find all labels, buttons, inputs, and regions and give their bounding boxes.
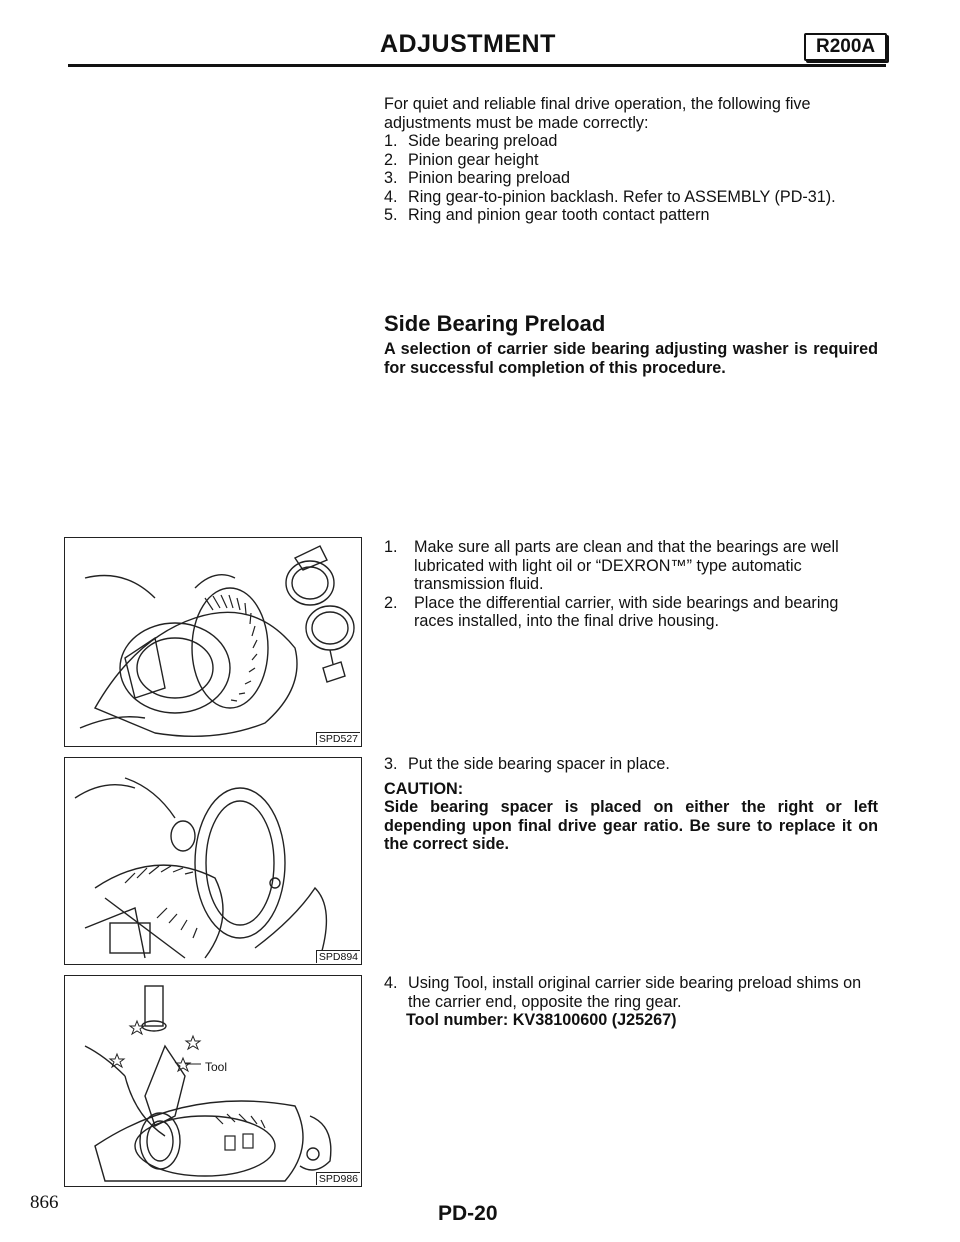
section-note: A selection of carrier side bearing adjusting washer is required for successful completion of this procedure. [384, 340, 878, 377]
step-number: 1. [384, 538, 398, 556]
step-item [384, 755, 878, 774]
step-number: 2. [384, 593, 398, 612]
list-item-number: 3. [384, 169, 398, 187]
step-text: Put the side bearing spacer in place. [408, 755, 670, 773]
step-text: Using Tool, install original carrier side bearing preload shims on the carrier end, opposite the ring gear. [408, 974, 862, 1011]
tool-label: Tool [205, 1060, 228, 1074]
list-item-text: Pinion bearing preload [408, 169, 570, 187]
list-item [384, 151, 884, 170]
step-item [384, 538, 874, 594]
list-item [384, 188, 884, 207]
header-rule [68, 64, 886, 67]
intro-section [384, 95, 884, 225]
list-item-text: Pinion gear height [408, 150, 539, 169]
list-item-number: 4. [384, 187, 398, 206]
page-code: PD-20 [438, 1202, 498, 1225]
list-item-text: Ring and pinion gear tooth contact pattern [408, 206, 710, 224]
figure-code: SPD986 [316, 1172, 360, 1185]
list-item [384, 206, 884, 225]
steps-1-2 [384, 538, 874, 631]
page-title: ADJUSTMENT [380, 30, 556, 58]
step-4 [384, 974, 878, 1030]
step-item [384, 974, 878, 1011]
figure-spd527 [64, 537, 362, 747]
shim-installation-tool-illustration [65, 976, 361, 1186]
step-text: Make sure all parts are clean and that the bearings are well lubricated with light oil or “DEXRON™” type automatic transmission fluid. [414, 538, 839, 593]
step-list [384, 538, 874, 631]
step-3 [384, 755, 878, 854]
model-badge: R200A [804, 33, 887, 61]
intro-paragraph: For quiet and reliable final drive operation, the following five adjustments must be made correctly: [384, 95, 811, 132]
figure-code: SPD894 [316, 950, 360, 963]
differential-carrier-illustration [65, 538, 361, 746]
list-item-number: 2. [384, 150, 398, 169]
step-text: Place the differential carrier, with side bearings and bearing races installed, into the final drive housing. [414, 593, 839, 630]
caution-text: Side bearing spacer is placed on either the right or left depending upon final drive gear ratio. Be sure to replace it on the correct side. [384, 798, 878, 853]
list-item-number: 5. [384, 206, 398, 224]
step-item [384, 594, 874, 631]
list-item [384, 169, 884, 188]
figure-spd894 [64, 757, 362, 965]
page-number: 866 [30, 1192, 59, 1213]
adjustment-list [384, 132, 884, 225]
step-number: 3. [384, 755, 398, 773]
side-bearing-spacer-illustration [65, 758, 361, 964]
section-heading: Side Bearing Preload [384, 311, 606, 336]
caution-label: CAUTION: [384, 779, 464, 798]
list-item-number: 1. [384, 132, 398, 150]
figure-code: SPD527 [316, 732, 360, 745]
list-item-text: Side bearing preload [408, 132, 558, 150]
tool-number: Tool number: KV38100600 (J25267) [406, 1011, 677, 1029]
figure-spd986 [64, 975, 362, 1187]
list-item [384, 132, 884, 151]
step-number: 4. [384, 974, 398, 992]
list-item-text: Ring gear-to-pinion backlash. Refer to ASSEMBLY (PD-31). [408, 187, 836, 206]
